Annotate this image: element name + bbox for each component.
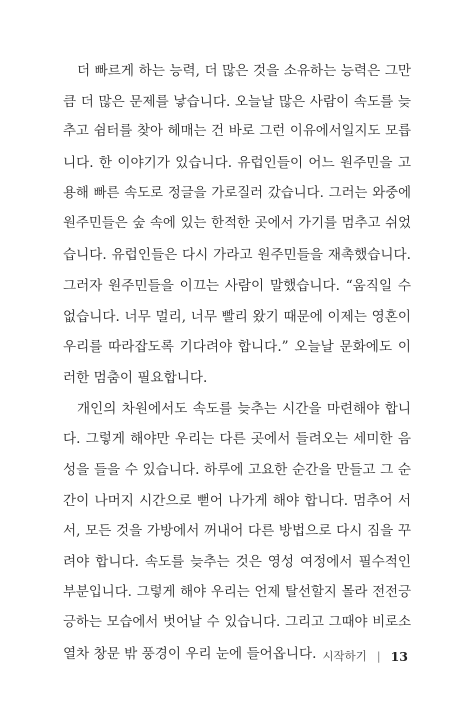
text-line: 니다. 한 이야기가 있습니다. 유럽인들이 어느 원주민을 고 xyxy=(63,155,411,172)
text-line: 러한 멈춤이 필요합니다. xyxy=(63,369,208,386)
text-line: 용해 빠른 속도로 정글을 가로질러 갔습니다. 그러는 와중에 xyxy=(63,185,411,201)
section-title: 시작하기 xyxy=(322,649,367,663)
text-line: 부분입니다. 그렇게 해야 우리는 언제 탈선할지 몰라 전전긍 xyxy=(63,584,411,600)
text-line: 열차 창문 밖 풍경이 우리 눈에 들어옵니다. xyxy=(63,646,317,663)
text-line: 추고 쉼터를 찾아 헤매는 건 바로 그런 이유에서일지도 모릅 xyxy=(63,124,411,140)
text-line: 다. 그렇게 해야만 우리는 다른 곳에서 들려오는 세미한 음 xyxy=(63,431,411,448)
text-line: 습니다. 유럽인들은 다시 가라고 원주민들을 재촉했습니다. xyxy=(63,247,411,264)
page-footer xyxy=(322,648,408,664)
text-line: 없습니다. 너무 멀리, 너무 빨리 왔기 때문에 이제는 영혼이 xyxy=(63,308,411,325)
text-line: 성을 들을 수 있습니다. 하루에 고요한 순간을 만들고 그 순 xyxy=(63,461,411,478)
text-line: 개인의 차원에서도 속도를 늦추는 시간을 마련해야 합니 xyxy=(77,400,411,417)
text-line: 서, 모든 것을 가방에서 꺼내어 다른 방법으로 다시 짐을 꾸 xyxy=(63,523,411,540)
footer-separator: | xyxy=(376,649,381,663)
text-line: 더 빠르게 하는 능력, 더 많은 것을 소유하는 능력은 그만 xyxy=(77,63,411,79)
page-number: 13 xyxy=(390,648,408,664)
text-line: 원주민들은 숲 속에 있는 한적한 곳에서 가기를 멈추고 쉬었 xyxy=(63,216,411,232)
text-line: 긍하는 모습에서 벗어날 수 있습니다. 그리고 그때야 비로소 xyxy=(63,615,411,631)
text-line: 우리를 따라잡도록 기다려야 합니다.” 오늘날 문화에도 이 xyxy=(63,339,411,356)
text-line: 그러자 원주민들을 이끄는 사람이 말했습니다. “움직일 수 xyxy=(63,277,411,294)
body-text xyxy=(63,56,411,670)
text-line: 큼 더 많은 문제를 낳습니다. 오늘날 많은 사람이 속도를 늦 xyxy=(63,93,411,110)
text-line: 간이 나머지 시간으로 뻗어 나가게 해야 합니다. 멈추어 서 xyxy=(63,492,411,509)
text-line: 려야 합니다. 속도를 늦추는 것은 영성 여정에서 필수적인 xyxy=(63,554,411,570)
